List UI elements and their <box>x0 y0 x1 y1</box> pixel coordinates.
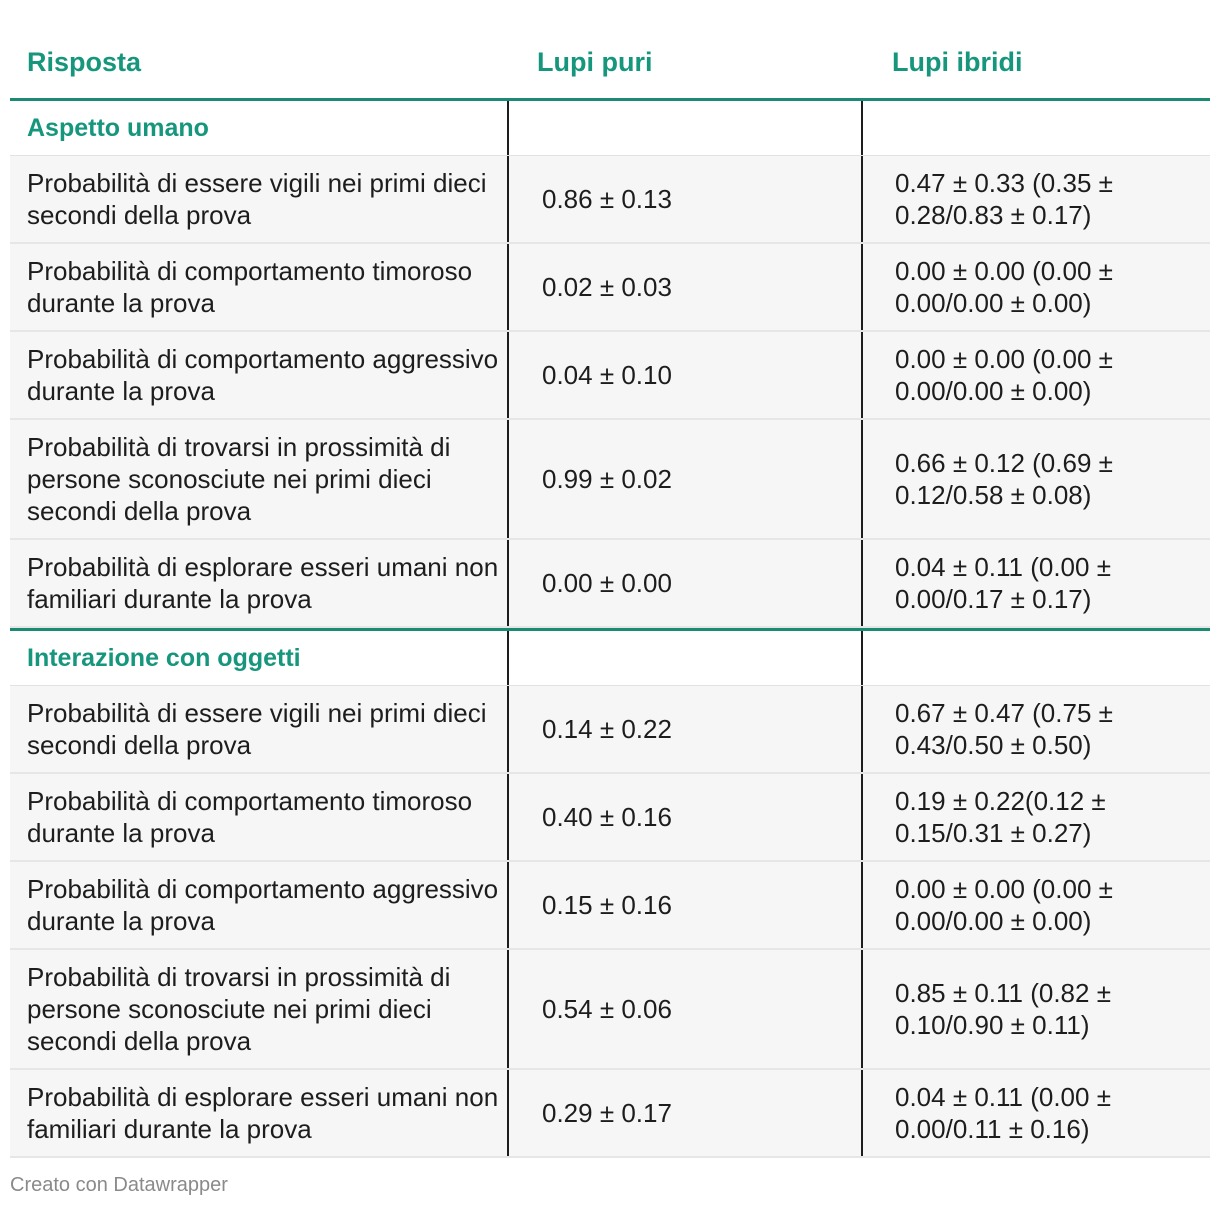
group-empty-cell <box>507 631 861 685</box>
response-cell: Probabilità di comportamento aggressivo durante la prova <box>27 874 499 936</box>
table-row <box>10 774 1210 862</box>
lupi-puri-cell: 0.02 ± 0.03 <box>507 244 861 330</box>
response-cell: Probabilità di comportamento aggressivo durante la prova <box>27 344 499 406</box>
lupi-puri-cell: 0.14 ± 0.22 <box>507 686 861 772</box>
lupi-ibridi-cell: 0.67 ± 0.47 (0.75 ± 0.43/0.50 ± 0.50) <box>861 686 1210 772</box>
lupi-puri-cell: 0.86 ± 0.13 <box>507 156 861 242</box>
group-title: Interazione con oggetti <box>27 643 301 672</box>
table-header <box>10 0 1210 101</box>
group-empty-cell <box>861 101 1210 155</box>
table-row <box>10 540 1210 628</box>
response-cell: Probabilità di trovarsi in prossimità di persone sconosciute nei primi dieci secondi della prova <box>27 962 451 1056</box>
lupi-ibridi-cell: 0.19 ± 0.22(0.12 ± 0.15/0.31 ± 0.27) <box>861 774 1210 860</box>
lupi-ibridi-cell: 0.66 ± 0.12 (0.69 ± 0.12/0.58 ± 0.08) <box>861 420 1210 538</box>
lupi-ibridi-cell: 0.04 ± 0.11 (0.00 ± 0.00/0.17 ± 0.17) <box>861 540 1210 626</box>
lupi-puri-cell: 0.40 ± 0.16 <box>507 774 861 860</box>
table-row <box>10 686 1210 774</box>
lupi-ibridi-cell: 0.00 ± 0.00 (0.00 ± 0.00/0.00 ± 0.00) <box>861 332 1210 418</box>
lupi-puri-cell: 0.29 ± 0.17 <box>507 1070 861 1156</box>
lupi-puri-cell: 0.00 ± 0.00 <box>507 540 861 626</box>
group-title: Aspetto umano <box>27 113 209 142</box>
lupi-ibridi-cell: 0.04 ± 0.11 (0.00 ± 0.00/0.11 ± 0.16) <box>861 1070 1210 1156</box>
response-cell: Probabilità di esplorare esseri umani non familiari durante la prova <box>27 552 499 614</box>
lupi-puri-cell: 0.99 ± 0.02 <box>507 420 861 538</box>
table-row <box>10 420 1210 540</box>
table-row <box>10 156 1210 244</box>
response-cell: Probabilità di comportamento timoroso durante la prova <box>27 256 473 318</box>
data-table <box>10 0 1210 1158</box>
header-lupi-ibridi: Lupi ibridi <box>892 47 1023 77</box>
group-empty-cell <box>507 101 861 155</box>
response-cell: Probabilità di essere vigili nei primi dieci secondi della prova <box>27 698 487 760</box>
group-row-interazione-con-oggetti <box>10 628 1210 686</box>
lupi-ibridi-cell: 0.00 ± 0.00 (0.00 ± 0.00/0.00 ± 0.00) <box>861 862 1210 948</box>
lupi-ibridi-cell: 0.00 ± 0.00 (0.00 ± 0.00/0.00 ± 0.00) <box>861 244 1210 330</box>
lupi-ibridi-cell: 0.47 ± 0.33 (0.35 ± 0.28/0.83 ± 0.17) <box>861 156 1210 242</box>
lupi-puri-cell: 0.54 ± 0.06 <box>507 950 861 1068</box>
table-row <box>10 862 1210 950</box>
table-row <box>10 1070 1210 1158</box>
response-cell: Probabilità di trovarsi in prossimità di persone sconosciute nei primi dieci secondi della prova <box>27 432 451 526</box>
group-empty-cell <box>861 631 1210 685</box>
lupi-ibridi-cell: 0.85 ± 0.11 (0.82 ± 0.10/0.90 ± 0.11) <box>861 950 1210 1068</box>
table-row <box>10 244 1210 332</box>
group-row-aspetto-umano <box>10 101 1210 156</box>
table-row <box>10 950 1210 1070</box>
lupi-puri-cell: 0.04 ± 0.10 <box>507 332 861 418</box>
table-row <box>10 332 1210 420</box>
response-cell: Probabilità di comportamento timoroso durante la prova <box>27 786 473 848</box>
response-cell: Probabilità di essere vigili nei primi dieci secondi della prova <box>27 168 487 230</box>
response-cell: Probabilità di esplorare esseri umani non familiari durante la prova <box>27 1082 499 1144</box>
header-lupi-puri: Lupi puri <box>537 47 653 77</box>
header-risposta: Risposta <box>27 47 142 77</box>
datawrapper-credit: Creato con Datawrapper <box>10 1174 228 1196</box>
lupi-puri-cell: 0.15 ± 0.16 <box>507 862 861 948</box>
